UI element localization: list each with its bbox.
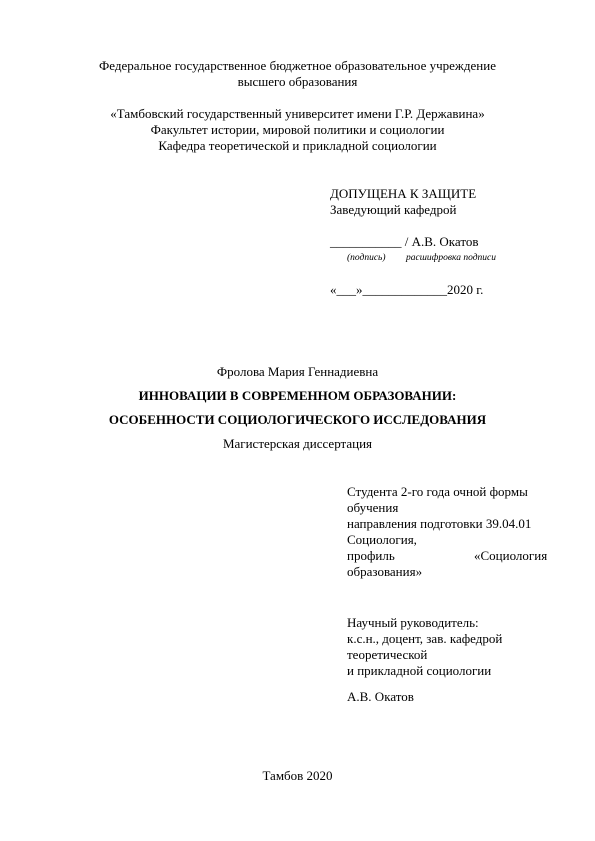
student-profile-value: «Социология — [474, 548, 548, 563]
supervisor-dept-line2: и прикладной социологии — [347, 663, 492, 678]
faculty-name: Факультет истории, мировой политики и социологии — [150, 122, 445, 137]
thesis-title-line2: ОСОБЕННОСТИ СОЦИОЛОГИЧЕСКОГО ИССЛЕДОВАНИЯ — [108, 412, 487, 427]
approval-role: Заведующий кафедрой — [330, 202, 457, 217]
approval-date-line: «___»_____________2020 г. — [330, 282, 484, 297]
signature-line: ___________ / А.В. Окатов — [330, 234, 479, 249]
supervisor-degree: к.с.н., доцент, зав. кафедрой — [347, 631, 503, 646]
thesis-title-line1: ИННОВАЦИИ В СОВРЕМЕННОМ ОБРАЗОВАНИИ: — [138, 388, 457, 403]
signature-hint-name: расшифровка подписи — [406, 253, 496, 263]
approval-status: ДОПУЩЕНА К ЗАЩИТЕ — [330, 186, 477, 201]
supervisor-dept-line1: теоретической — [347, 647, 428, 662]
university-name: «Тамбовский государственный университет имени Г.Р. Державина» — [110, 106, 485, 121]
supervisor-name: А.В. Окатов — [347, 689, 414, 704]
student-line2: обучения — [347, 500, 399, 515]
student-line4: Социология, — [347, 532, 417, 547]
institution-type-line: Федеральное государственное бюджетное образовательное учреждение — [99, 58, 496, 73]
student-line1: Студента 2-го года очной формы — [347, 484, 528, 499]
student-line3: направления подготовки 39.04.01 — [347, 516, 532, 531]
student-profile-label: профиль — [347, 548, 395, 563]
department-name: Кафедра теоретической и прикладной социологии — [158, 138, 437, 153]
education-level-line: высшего образования — [237, 74, 358, 89]
author-name: Фролова Мария Геннадиевна — [216, 364, 379, 379]
supervisor-label: Научный руководитель: — [347, 615, 479, 630]
thesis-type: Магистерская диссертация — [222, 436, 373, 451]
student-line6: образования» — [347, 564, 423, 579]
city-year: Тамбов 2020 — [262, 768, 333, 783]
signature-hint-sign: (подпись) — [347, 253, 386, 263]
